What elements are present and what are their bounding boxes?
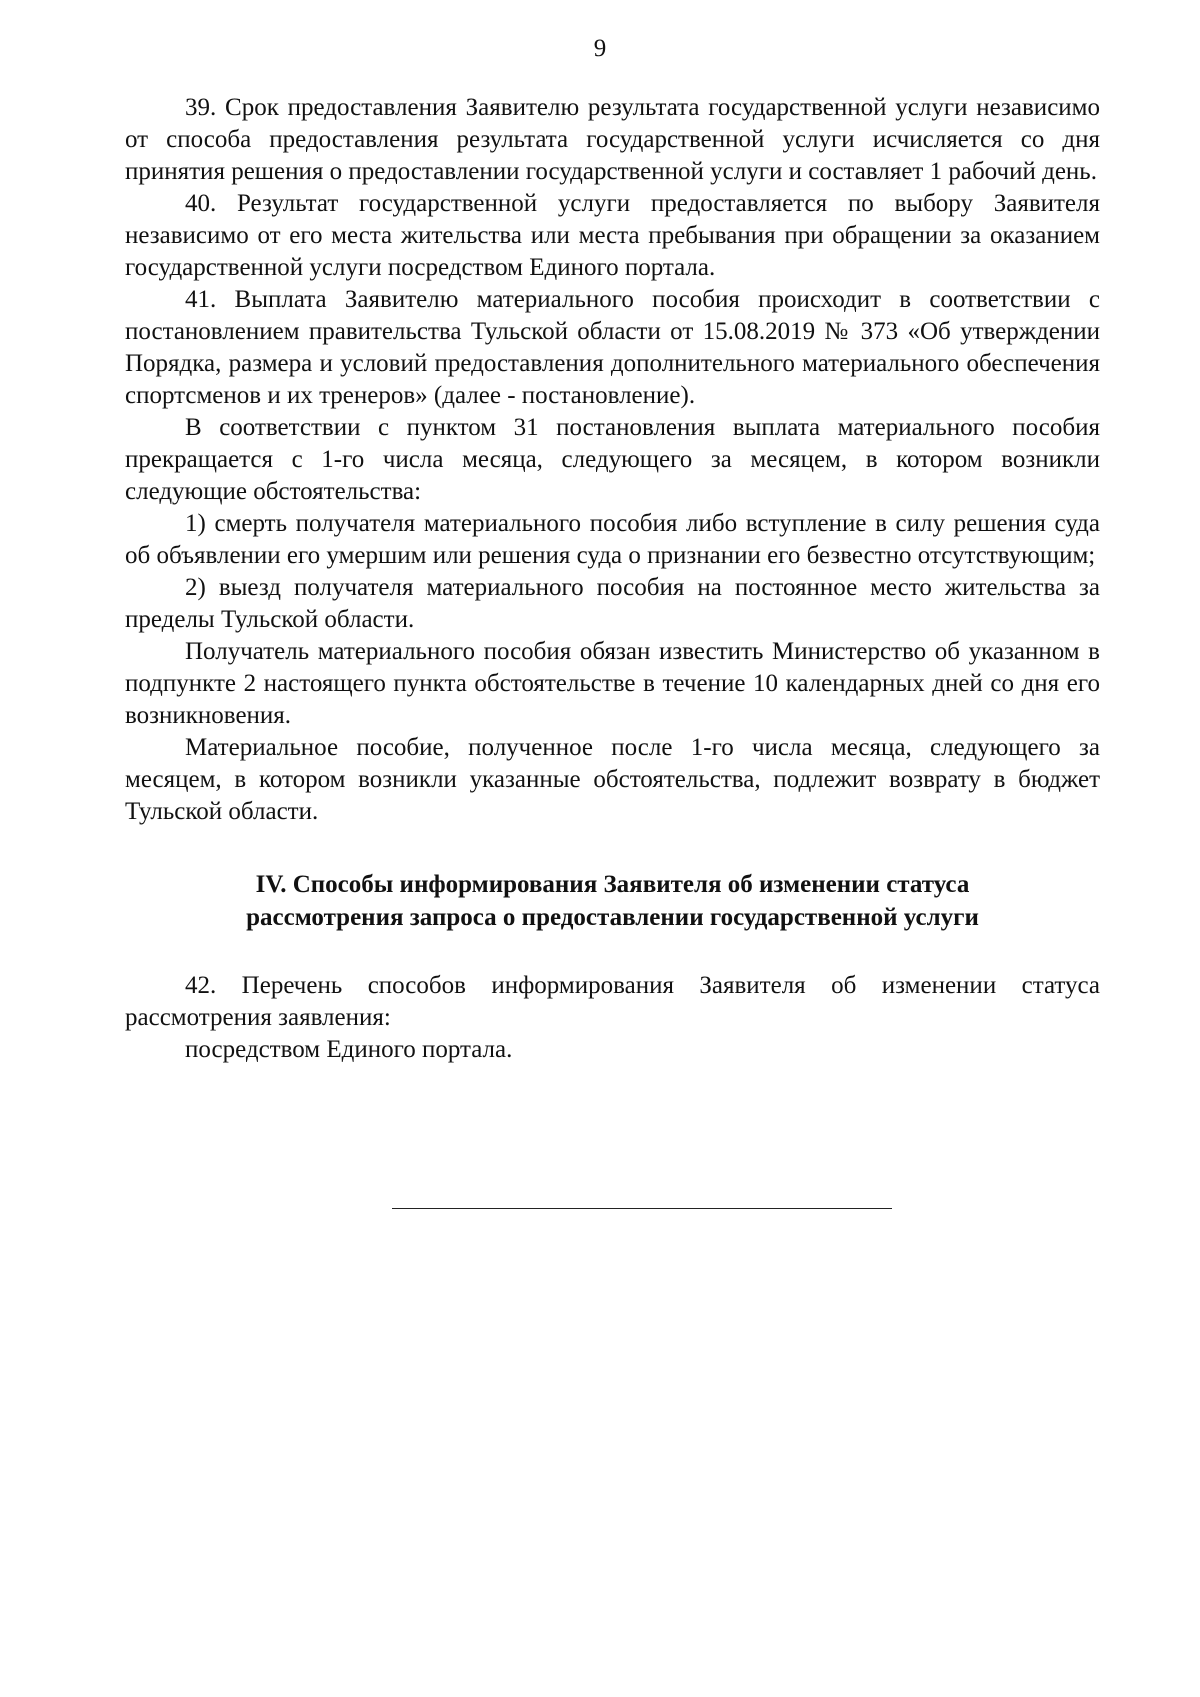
paragraph-39: 39. Срок предоставления Заявителю результата государственной услуги независимо от способа предоставления результата государственной услуги исчисляется со дня принятия решения о предоставлении государственной услуги и составляет 1 рабочий день. — [125, 94, 1100, 185]
list-item-2: 2) выезд получателя материального пособия на постоянное место жительства за пределы Тульской области. — [125, 574, 1100, 633]
paragraph-refund: Материальное пособие, полученное после 1-го числа месяца, следующего за месяцем, в котором возникли указанные обстоятельства, подлежит возврату в бюджет Тульской области. — [125, 734, 1100, 825]
section-heading-line-2: рассмотрения запроса о предоставлении государственной услуги — [246, 904, 979, 931]
paragraph-41: 41. Выплата Заявителю материального пособия происходит в соответствии с постановлением правительства Тульской области от 15.08.2019 № 373 «Об утверждении Порядка, размера и условий предоставления дополнительного материального обеспечения спортсменов и их тренеров» (далее - постановление). — [125, 286, 1100, 409]
paragraph-notification-duty: Получатель материального пособия обязан известить Министерство об указанном в подпункте 2 настоящего пункта обстоятельстве в течение 10 календарных дней со дня его возникновения. — [125, 638, 1100, 729]
section-heading-line-1: IV. Способы информирования Заявителя об изменении статуса — [255, 871, 970, 898]
paragraph-42: 42. Перечень способов информирования Заявителя об изменении статуса рассмотрения заявления: — [125, 972, 1100, 1031]
list-item-1: 1) смерть получателя материального пособия либо вступление в силу решения суда об объявлении его умершим или решения суда о признании его безвестно отсутствующим; — [125, 510, 1100, 569]
end-rule-divider — [392, 1208, 892, 1209]
section-heading — [125, 868, 1100, 934]
page-number: 9 — [593, 35, 607, 62]
paragraph-termination-intro: В соответствии с пунктом 31 постановления выплата материального пособия прекращается с 1-го числа месяца, следующего за месяцем, в котором возникли следующие обстоятельства: — [125, 414, 1100, 505]
paragraph-40: 40. Результат государственной услуги предоставляется по выбору Заявителя независимо от его места жительства или места пребывания при обращении за оказанием государственной услуги посредством Единого портала. — [125, 190, 1100, 281]
document-body — [125, 92, 1100, 1066]
paragraph-42-method: посредством Единого портала. — [185, 1036, 513, 1063]
